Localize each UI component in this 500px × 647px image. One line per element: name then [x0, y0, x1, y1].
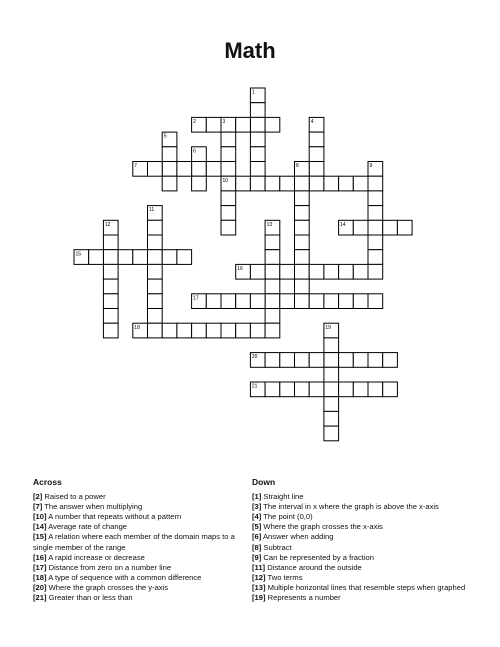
clue-number: [9] — [252, 552, 262, 562]
grid-cell[interactable] — [353, 353, 368, 368]
grid-cell[interactable] — [324, 411, 339, 426]
grid-cell[interactable] — [265, 250, 280, 265]
grid-cell[interactable] — [265, 353, 280, 368]
grid-cell[interactable] — [148, 323, 163, 338]
grid-cell[interactable] — [162, 323, 177, 338]
down-heading: Down — [252, 477, 276, 487]
cell-number: 18 — [134, 324, 140, 331]
clue-number: [2] — [33, 492, 43, 502]
grid-cell[interactable] — [250, 132, 265, 147]
cell-number: 15 — [75, 251, 82, 258]
across-clue — [33, 522, 243, 532]
grid-cell[interactable] — [368, 191, 383, 206]
grid-cell[interactable] — [103, 294, 118, 309]
grid-cell[interactable] — [295, 235, 310, 250]
clue-text: Greater than or less than — [48, 593, 133, 603]
grid-cell[interactable] — [103, 264, 118, 279]
grid-cell[interactable] — [148, 279, 163, 294]
grid-cell[interactable] — [221, 147, 236, 162]
down-clue — [252, 502, 474, 512]
grid-cell[interactable] — [383, 382, 398, 397]
grid-cell[interactable] — [221, 162, 236, 177]
grid-cell[interactable] — [368, 353, 383, 368]
grid-cell[interactable] — [353, 264, 368, 279]
grid-cell[interactable] — [309, 294, 324, 309]
grid-cell[interactable] — [265, 294, 280, 309]
grid-cell[interactable] — [295, 220, 310, 235]
grid-cell[interactable] — [206, 294, 221, 309]
grid-cell[interactable] — [295, 206, 310, 221]
clue-number: [5] — [252, 522, 262, 532]
clue-number: [1] — [252, 492, 262, 502]
grid-cell[interactable] — [192, 323, 207, 338]
clue-number: [16] — [33, 552, 47, 562]
clue-number: [12] — [252, 572, 266, 582]
grid-cell[interactable] — [250, 103, 265, 118]
grid-cell[interactable] — [206, 117, 221, 132]
clue-text: Distance from zero on a number line — [48, 562, 172, 572]
grid-cell[interactable] — [309, 132, 324, 147]
grid-cell[interactable] — [236, 176, 251, 191]
grid-cell[interactable] — [192, 176, 207, 191]
grid-cell[interactable] — [265, 323, 280, 338]
grid-cell[interactable] — [353, 220, 368, 235]
grid-cell[interactable] — [368, 206, 383, 221]
clue-number: [14] — [33, 522, 47, 532]
clue-text: A relation where each member of the domain maps to a single member of the range — [33, 532, 235, 552]
grid-cell[interactable] — [368, 250, 383, 265]
grid-cell[interactable] — [265, 117, 280, 132]
clue-text: Answer when adding — [262, 532, 334, 542]
grid-cell[interactable] — [368, 382, 383, 397]
grid-cell[interactable] — [280, 382, 295, 397]
cell-number: 7 — [134, 163, 138, 170]
grid-cell[interactable] — [324, 294, 339, 309]
clue-text: Multiple horizontal lines that resemble steps when graphed — [267, 582, 466, 592]
grid-cell[interactable] — [177, 250, 192, 265]
clue-text: A number that repeats without a pattern — [48, 512, 182, 522]
grid-cell[interactable] — [383, 220, 398, 235]
grid-cell[interactable] — [103, 279, 118, 294]
grid-cell[interactable] — [236, 323, 251, 338]
clue-text: Subtract — [263, 542, 292, 552]
grid-cell[interactable] — [221, 220, 236, 235]
grid-cell[interactable] — [250, 264, 265, 279]
grid-cell[interactable] — [206, 162, 221, 177]
grid-cell[interactable] — [309, 162, 324, 177]
clue-number: [15] — [33, 532, 47, 542]
clue-text: Average rate of change — [48, 522, 128, 532]
down-clue — [252, 512, 474, 522]
clue-text: Two terms — [267, 572, 303, 582]
grid-cell[interactable] — [103, 235, 118, 250]
grid-cell[interactable] — [148, 309, 163, 324]
grid-cell[interactable] — [103, 250, 118, 265]
grid-cell[interactable] — [250, 294, 265, 309]
clue-text: Can be represented by a fraction — [263, 552, 375, 562]
grid-cell[interactable] — [309, 147, 324, 162]
grid-cell[interactable] — [368, 176, 383, 191]
grid-cell[interactable] — [103, 323, 118, 338]
cell-number: 9 — [369, 163, 373, 170]
grid-cell[interactable] — [162, 176, 177, 191]
cell-number: 11 — [149, 207, 155, 214]
grid-cell[interactable] — [324, 353, 339, 368]
grid-cell[interactable] — [206, 323, 221, 338]
grid-cell[interactable] — [162, 147, 177, 162]
across-clue — [33, 512, 243, 522]
grid-cell[interactable] — [295, 176, 310, 191]
grid-cell[interactable] — [324, 426, 339, 441]
clue-text: The interval in x where the graph is above the x-axis — [263, 502, 439, 512]
clue-text: The answer when multiplying — [44, 502, 143, 512]
cell-number: 19 — [325, 324, 331, 331]
down-clue — [252, 583, 474, 593]
down-clue — [252, 492, 474, 502]
cell-number: 3 — [222, 119, 226, 125]
grid-cell[interactable] — [339, 176, 354, 191]
cell-number: 12 — [104, 221, 111, 228]
cell-number: 1 — [251, 89, 255, 96]
grid-cell[interactable] — [295, 264, 310, 279]
grid-cell[interactable] — [265, 264, 280, 279]
across-clue — [33, 492, 243, 502]
clue-number: [17] — [33, 562, 47, 572]
across-clue — [33, 563, 243, 573]
down-clue — [252, 553, 474, 563]
grid-cell[interactable] — [295, 382, 310, 397]
grid-cell[interactable] — [339, 264, 354, 279]
clue-number: [21] — [33, 593, 47, 603]
grid-cell[interactable] — [309, 382, 324, 397]
grid-cell[interactable] — [148, 162, 163, 177]
grid-cell[interactable] — [383, 353, 398, 368]
grid-cell[interactable] — [162, 250, 177, 265]
grid-cell[interactable] — [148, 235, 163, 250]
clue-text: A type of sequence with a common difference — [48, 572, 202, 582]
clue-text: Where the graph crosses the x-axis — [263, 522, 383, 532]
down-clue — [252, 543, 474, 553]
grid-cell[interactable] — [280, 176, 295, 191]
grid-cell[interactable] — [353, 176, 368, 191]
grid-cell[interactable] — [368, 235, 383, 250]
clue-number: [19] — [252, 593, 266, 603]
cell-number: 16 — [237, 266, 243, 272]
cell-number: 13 — [266, 221, 273, 228]
grid-cell[interactable] — [397, 220, 412, 235]
cell-number: 10 — [222, 177, 229, 184]
grid-cell[interactable] — [148, 250, 163, 265]
clue-text: Where the graph crosses the y-axis — [48, 582, 169, 592]
clue-text: A rapid increase or decrease — [48, 552, 145, 562]
grid-cell[interactable] — [280, 294, 295, 309]
cell-number: 21 — [251, 383, 258, 390]
grid-cell[interactable] — [339, 294, 354, 309]
grid-cell[interactable] — [295, 250, 310, 265]
grid-cell[interactable] — [177, 162, 192, 177]
grid-cell[interactable] — [368, 264, 383, 279]
grid-cell[interactable] — [309, 264, 324, 279]
grid-cell[interactable] — [250, 117, 265, 132]
grid-cell[interactable] — [236, 117, 251, 132]
grid-cell[interactable] — [324, 367, 339, 382]
grid-cell[interactable] — [295, 279, 310, 294]
grid-cell[interactable] — [250, 147, 265, 162]
clue-text: Raised to a power — [44, 492, 106, 502]
clue-number: [3] — [252, 502, 262, 512]
down-clue — [252, 532, 474, 542]
grid-cell[interactable] — [265, 382, 280, 397]
across-clues — [33, 477, 243, 603]
grid-cell[interactable] — [89, 250, 104, 265]
clue-text: Straight line — [263, 492, 304, 502]
clue-text: Represents a number — [267, 593, 341, 603]
grid-cell[interactable] — [295, 353, 310, 368]
down-clue — [252, 573, 474, 583]
clue-number: [20] — [33, 582, 47, 592]
grid-cell[interactable] — [221, 294, 236, 309]
grid-cell[interactable] — [221, 132, 236, 147]
cell-number: 17 — [193, 295, 199, 302]
down-clues — [252, 477, 474, 603]
across-clue — [33, 502, 243, 512]
grid-cell[interactable] — [324, 397, 339, 412]
clue-number: [11] — [252, 562, 266, 572]
grid-cell[interactable] — [280, 264, 295, 279]
grid-cell[interactable] — [133, 250, 148, 265]
cell-number: 20 — [251, 354, 258, 361]
grid-cell[interactable] — [265, 309, 280, 324]
grid-cell[interactable] — [221, 191, 236, 206]
grid-cell[interactable] — [265, 235, 280, 250]
grid-cell[interactable] — [295, 294, 310, 309]
grid-cell[interactable] — [353, 294, 368, 309]
grid-cell[interactable] — [265, 176, 280, 191]
grid-cell[interactable] — [148, 220, 163, 235]
cell-number: 6 — [193, 148, 196, 155]
across-clue — [33, 573, 243, 583]
grid-cell[interactable] — [162, 162, 177, 177]
clue-number: [10] — [33, 512, 47, 522]
cell-number: 14 — [340, 221, 346, 228]
grid-cell[interactable] — [324, 176, 339, 191]
grid-cell[interactable] — [280, 353, 295, 368]
clue-number: [7] — [33, 502, 43, 512]
grid-cell[interactable] — [368, 294, 383, 309]
clue-text: The point (0,0) — [263, 512, 313, 522]
grid-cell[interactable] — [250, 176, 265, 191]
grid-cell[interactable] — [324, 338, 339, 353]
grid-cell[interactable] — [353, 382, 368, 397]
clue-number: [13] — [252, 582, 266, 592]
down-clue — [252, 563, 474, 573]
across-clue — [33, 553, 243, 563]
across-clue-list — [33, 492, 243, 603]
grid-cell[interactable] — [368, 220, 383, 235]
across-clue — [33, 532, 243, 552]
clue-number: [6] — [252, 532, 262, 542]
grid-cell[interactable] — [339, 382, 354, 397]
clue-text: Distance around the outside — [267, 562, 362, 572]
cell-number: 4 — [310, 119, 314, 125]
grid-cell[interactable] — [250, 323, 265, 338]
grid-cell[interactable] — [309, 353, 324, 368]
clue-number: [18] — [33, 572, 47, 582]
grid-cell[interactable] — [148, 294, 163, 309]
grid-cell[interactable] — [339, 353, 354, 368]
grid-cell[interactable] — [295, 191, 310, 206]
grid-cell[interactable] — [148, 264, 163, 279]
grid-cell[interactable] — [221, 206, 236, 221]
grid-cell[interactable] — [177, 323, 192, 338]
across-heading: Across — [33, 477, 62, 487]
down-clue — [252, 522, 474, 532]
cell-number: 2 — [193, 119, 196, 125]
clue-number: [8] — [252, 542, 262, 552]
grid-cell[interactable] — [324, 382, 339, 397]
grid-cell[interactable] — [236, 294, 251, 309]
clue-number: [4] — [252, 512, 262, 522]
grid-cell[interactable] — [250, 162, 265, 177]
across-clue — [33, 593, 243, 603]
cell-number: 8 — [296, 163, 299, 170]
down-clue-list — [252, 492, 474, 603]
grid-cell[interactable] — [118, 250, 133, 265]
puzzle-title: Math — [224, 38, 276, 63]
grid-cell[interactable] — [309, 176, 324, 191]
across-clue — [33, 583, 243, 593]
grid-cell[interactable] — [265, 279, 280, 294]
cell-number: 5 — [163, 133, 167, 140]
down-clue — [252, 593, 474, 603]
grid-cell[interactable] — [103, 309, 118, 324]
grid-cell[interactable] — [221, 323, 236, 338]
grid-cell[interactable] — [324, 264, 339, 279]
grid-cell[interactable] — [192, 162, 207, 177]
